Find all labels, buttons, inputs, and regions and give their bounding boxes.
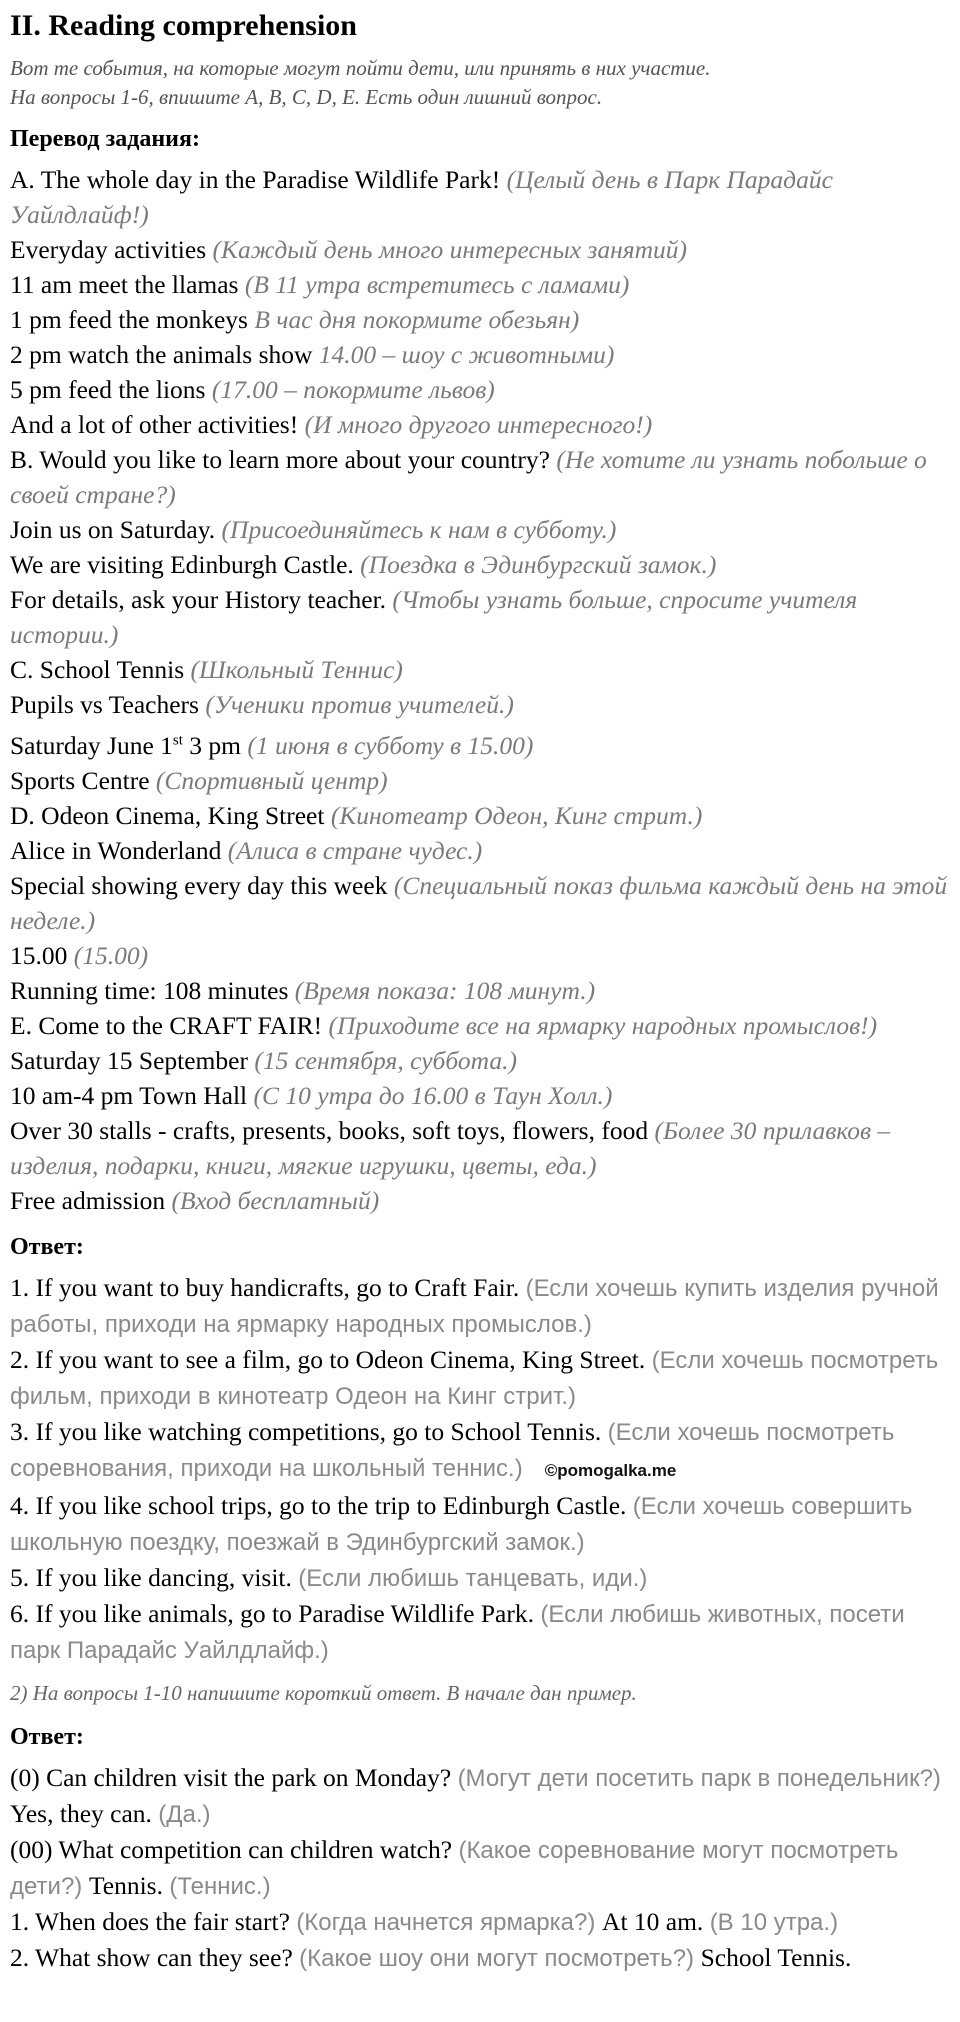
page-title: II. Reading comprehension xyxy=(10,9,357,42)
translation-line: Join us on Saturday. (Присоединяйтесь к нам в субботу.) xyxy=(10,515,617,544)
translation-line: Running time: 108 minutes (Время показа: 108 минут.) xyxy=(10,976,596,1005)
translation-line: 10 am-4 pm Town Hall (С 10 утра до 16.00 в Таун Холл.) xyxy=(10,1081,613,1110)
translation-line: Free admission (Вход бесплатный) xyxy=(10,1186,380,1215)
translation-line: Pupils vs Teachers (Ученики против учителей.) xyxy=(10,690,514,719)
answer-item: 3. If you like watching competitions, go to School Tennis. (Если хочешь посмотреть соревнования, приходи на школьный теннис.) ©pomogalka.me xyxy=(10,1417,895,1482)
watermark: ©pomogalka.me xyxy=(544,1461,677,1480)
answer-heading-2: Ответ: xyxy=(10,1724,84,1750)
translation-line: 15.00 (15.00) xyxy=(10,941,149,970)
translation-line: We are visiting Edinburgh Castle. (Поездка в Эдинбургский замок.) xyxy=(10,550,717,579)
translation-line: B. Would you like to learn more about your country? (Не хотите ли узнать побольше о своей стране?) xyxy=(10,445,927,509)
translation-line: For details, ask your History teacher. (Чтобы узнать больше, спросите учителя истории.) xyxy=(10,585,858,649)
translation-line-date: Saturday June 1st 3 pm (1 июня в субботу в 15.00) xyxy=(10,731,534,760)
answer-item: 2. If you want to see a film, go to Odeon Cinema, King Street. (Если хочешь посмотреть фильм, приходи в кинотеатр Одеон на Кинг стрит.) xyxy=(10,1345,939,1410)
answer-heading: Ответ: xyxy=(10,1234,84,1260)
qa-item: 1. When does the fair start? (Когда начнется ярмарка?) At 10 am. (В 10 утра.) xyxy=(10,1907,839,1936)
translation-line: Over 30 stalls - crafts, presents, books, soft toys, flowers, food (Более 30 прилавков – изделия, подарки, книги, мягкие игрушки, цветы, еда.) xyxy=(10,1116,891,1180)
task2-note: 2) На вопросы 1-10 напишите короткий ответ. В начале дан пример. xyxy=(10,1681,637,1705)
translation-line: Sports Centre (Спортивный центр) xyxy=(10,766,388,795)
qa-item: (0) Can children visit the park on Monday? (Могут дети посетить парк в понедельник?) Yes, they can. (Да.) xyxy=(10,1763,941,1828)
translation-line: 2 pm watch the animals show 14.00 – шоу с животными) xyxy=(10,340,615,369)
translation-line: Saturday 15 September (15 сентября, суббота.) xyxy=(10,1046,517,1075)
qa-item: 2. What show can they see? (Какое шоу они могут посмотреть?) School Tennis. xyxy=(10,1943,852,1972)
intro-line: На вопросы 1-6, впишите A, B, C, D, E. Есть один лишний вопрос. xyxy=(10,85,603,109)
translation-heading: Перевод задания: xyxy=(10,126,200,152)
answer-item: 6. If you like animals, go to Paradise Wildlife Park. (Если любишь животных, посети парк Парадайс Уайлдлайф.) xyxy=(10,1599,905,1664)
translation-line: 1 pm feed the monkeys В час дня покормите обезьян) xyxy=(10,305,580,334)
translation-line: E. Come to the CRAFT FAIR! (Приходите все на ярмарку народных промыслов!) xyxy=(10,1011,878,1040)
task-intro xyxy=(10,54,950,112)
translation-line: 5 pm feed the lions (17.00 – покормите львов) xyxy=(10,375,495,404)
answer-list xyxy=(10,1270,950,1668)
qa-list xyxy=(10,1760,950,1976)
translation-line: D. Odeon Cinema, King Street (Кинотеатр Одеон, Кинг стрит.) xyxy=(10,801,703,830)
translation-list xyxy=(10,162,950,1218)
translation-line: Alice in Wonderland (Алиса в стране чудес.) xyxy=(10,836,483,865)
translation-line: 11 am meet the llamas (В 11 утра встретитесь с ламами) xyxy=(10,270,630,299)
translation-line: And a lot of other activities! (И много другого интересного!) xyxy=(10,410,653,439)
intro-line: Вот те события, на которые могут пойти дети, или принять в них участие. xyxy=(10,56,711,80)
answer-item: 5. If you like dancing, visit. (Если любишь танцевать, иди.) xyxy=(10,1563,648,1592)
qa-item: (00) What competition can children watch? (Какое соревнование могут посмотреть дети?) Tennis. (Теннис.) xyxy=(10,1835,899,1900)
answer-item: 1. If you want to buy handicrafts, go to Craft Fair. (Если хочешь купить изделия ручной работы, приходи на ярмарку народных промыслов.) xyxy=(10,1273,939,1338)
answer-item: 4. If you like school trips, go to the trip to Edinburgh Castle. (Если хочешь совершить школьную поездку, поезжай в Эдинбургский замок.) xyxy=(10,1491,913,1556)
translation-line: C. School Tennis (Школьный Теннис) xyxy=(10,655,403,684)
translation-line: A. The whole day in the Paradise Wildlife Park! (Целый день в Парк Парадайс Уайлдлайф!) xyxy=(10,165,833,229)
translation-line: Special showing every day this week (Специальный показ фильма каждый день на этой неделе.) xyxy=(10,871,948,935)
translation-line: Everyday activities (Каждый день много интересных занятий) xyxy=(10,235,688,264)
